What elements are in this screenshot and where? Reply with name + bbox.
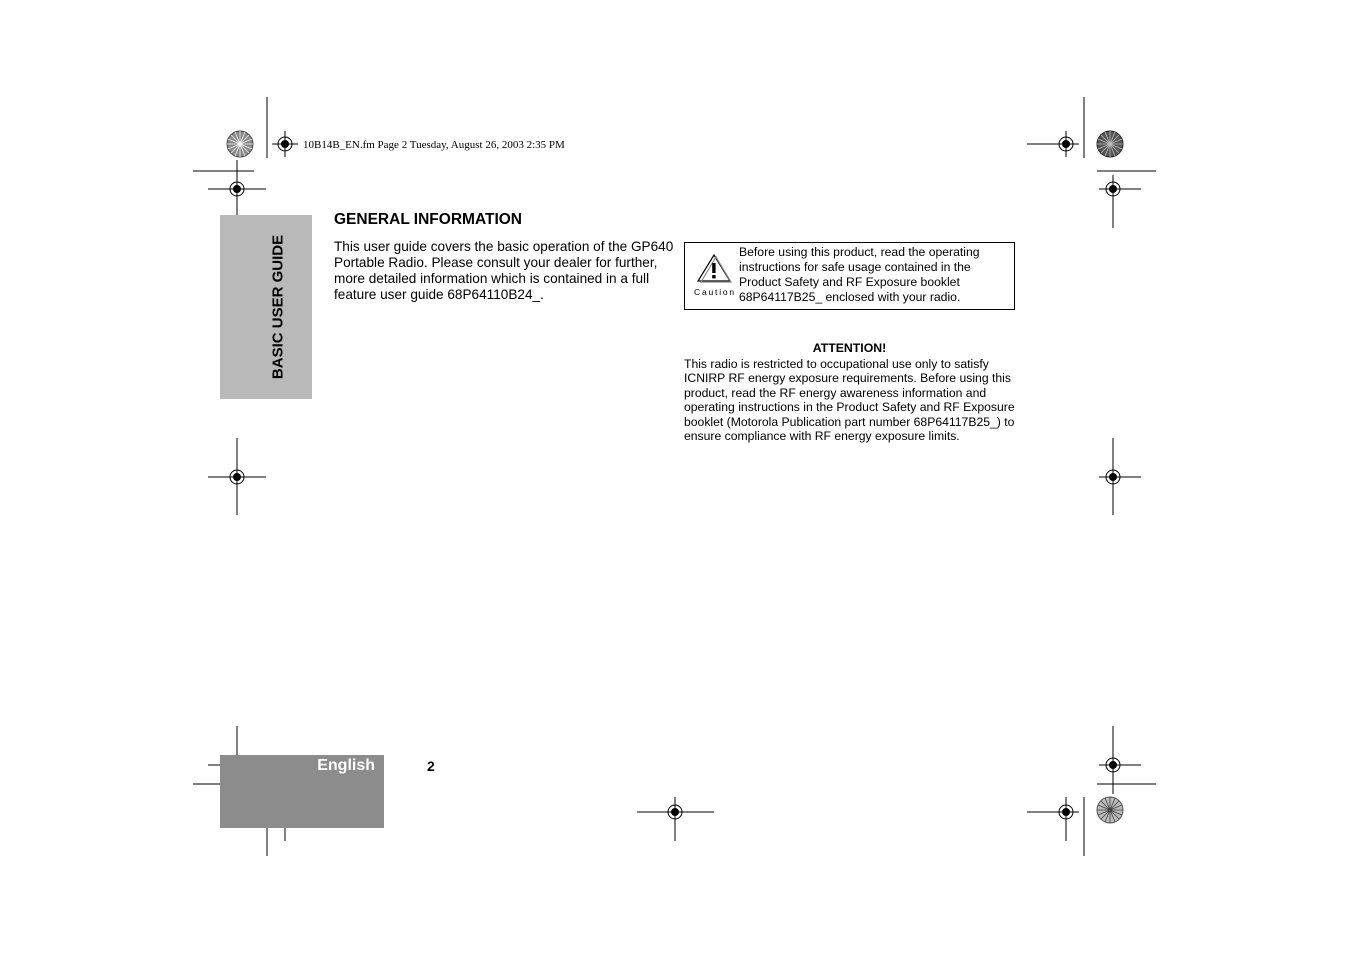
caution-icon-block [689,251,739,303]
caution-box [684,242,1015,310]
side-tab [220,215,312,399]
attention-title: ATTENTION! [812,341,887,355]
attention-text: This radio is restricted to occupational use only to satisfy ICNIRP RF energy exposure requirements. Before using this product, read the RF energy awareness information and operating instructions in the Product Safety and RF Exposure booklet (Motorola Publication part number 68P64117B25_) to ensure compliance with RF energy exposure limits. [684,357,1015,444]
caution-label: Caution [694,287,736,297]
language-label: English [317,757,375,774]
starburst-icon [227,131,253,157]
section-heading: GENERAL INFORMATION [334,211,523,228]
side-tab-label: BASIC USER GUIDE [269,234,287,380]
file-info-header: 10B14B_EN.fm Page 2 Tuesday, August 26, 2003 2:35 PM [303,139,565,151]
intro-paragraph: This user guide covers the basic operation of the GP640 Portable Radio. Please consult your dealer for further, more detailed information which is contained in a full feature user guide 68P64110B24_. [334,239,674,302]
page-number: 2 [427,758,435,774]
starburst-icon [1097,131,1123,157]
footer-language-tab [220,755,384,828]
caution-text: Before using this product, read the operating instructions for safe usage contained in the Product Safety and RF Exposure booklet 68P64117B25_ enclosed with your radio. [739,245,980,304]
starburst-icon [1097,797,1123,823]
warning-triangle-icon [696,253,732,283]
